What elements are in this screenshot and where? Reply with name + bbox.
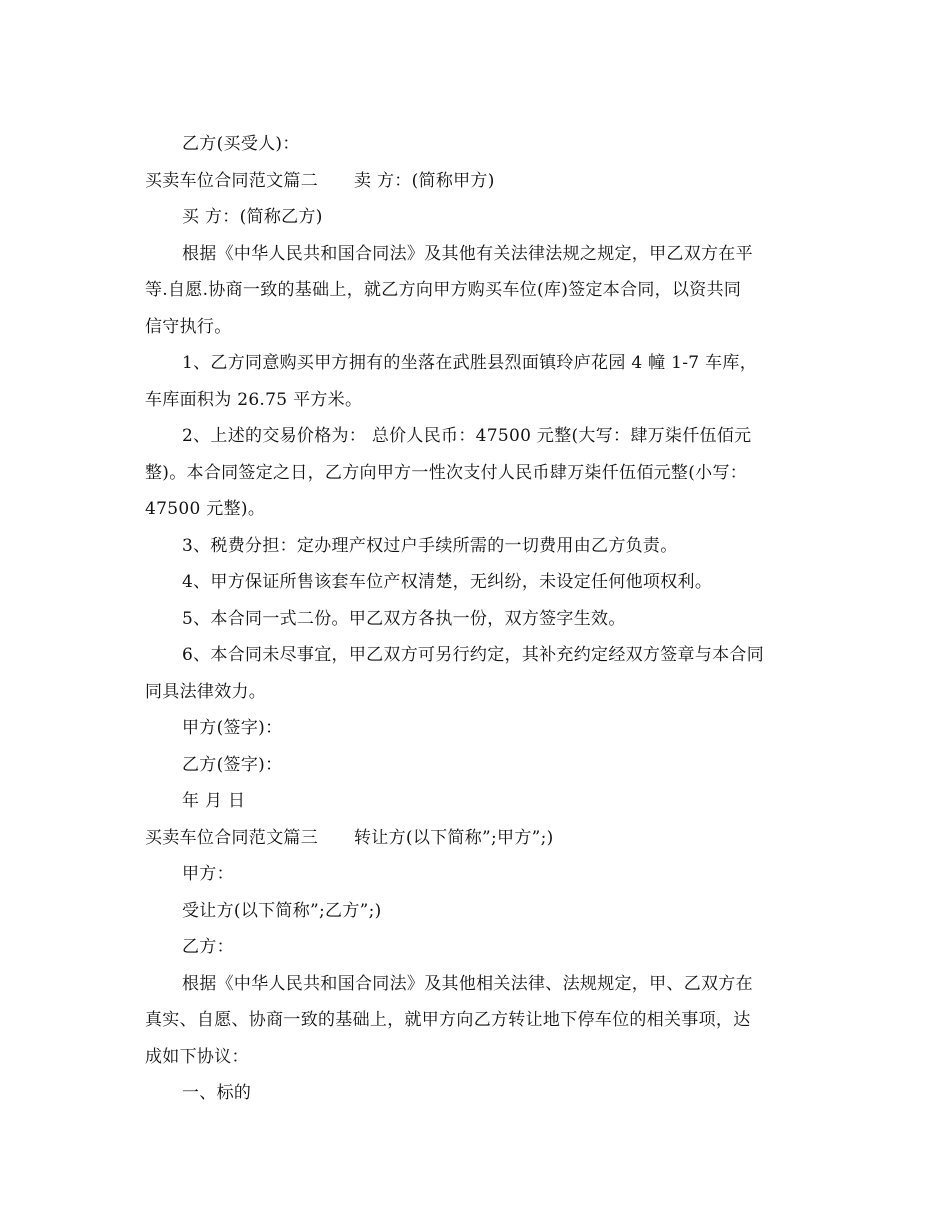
paragraph-line [145, 1002, 810, 1039]
paragraph-line [145, 856, 810, 893]
line-text: 3、税费分担：定办理产权过户手续所需的一切费用由乙方负责。 [182, 535, 678, 556]
line-text: 买 方：(简称乙方) [182, 207, 323, 227]
line-text: 甲方(签字)： [182, 718, 283, 738]
paragraph-line [145, 528, 810, 565]
line-text: 成如下协议： [145, 1046, 249, 1067]
line-text: 2、上述的交易价格为： 总价人民币：47500 元整(大写：肆万柒仟伍佰元 [182, 426, 752, 446]
paragraph-line [145, 747, 810, 784]
line-text-secondary: 转让方(以下简称”;甲方”;) [354, 827, 554, 848]
paragraph-line [145, 710, 810, 747]
paragraph-line [145, 345, 810, 382]
line-text: 根据《中华人民共和国合同法》及其他有关法律法规之规定，甲乙双方在平 [182, 243, 753, 264]
paragraph-line [145, 601, 810, 638]
line-text: 甲方： [182, 864, 234, 884]
paragraph-line [145, 491, 810, 528]
line-text: 乙方： [182, 937, 234, 957]
paragraph-line [145, 674, 810, 711]
paragraph-line [145, 236, 810, 273]
paragraph-line [145, 564, 810, 601]
paragraph-line [145, 637, 810, 674]
line-text: 年 月 日 [182, 791, 246, 811]
line-text: 买卖车位合同范文篇二 [145, 170, 318, 191]
line-text: 一、标的 [182, 1083, 252, 1103]
line-text-secondary: 卖 方：(简称甲方) [354, 170, 495, 191]
paragraph-line [145, 893, 810, 930]
line-text: 同具法律效力。 [145, 681, 267, 702]
paragraph-line [145, 382, 810, 419]
line-text: 47500 元整)。 [145, 499, 266, 519]
paragraph-line [145, 418, 810, 455]
line-text: 等.自愿.协商一致的基础上，就乙方向甲方购买车位(库)签定本合同，以资共同 [145, 280, 742, 300]
line-text: 买卖车位合同范文篇三 [145, 827, 318, 848]
line-text: 车库面积为 26.75 平方米。 [145, 389, 363, 410]
paragraph-line [145, 1039, 810, 1076]
line-text: 整)。本合同签定之日，乙方向甲方一性次支付人民币肆万柒仟伍佰元整(小写： [145, 462, 748, 483]
line-text: 乙方(签字)： [182, 754, 283, 775]
line-text: 乙方(买受人)： [182, 134, 300, 154]
line-text: 信守执行。 [145, 316, 232, 337]
paragraph-line [145, 455, 810, 492]
line-text: 5、本合同一式二份。甲乙双方各执一份，双方签字生效。 [182, 608, 626, 629]
paragraph-line [145, 820, 810, 857]
line-text: 1、乙方同意购买甲方拥有的坐落在武胜县烈面镇玲庐花园 4 幢 1-7 车库， [182, 353, 758, 373]
paragraph-line [145, 126, 810, 163]
paragraph-line [145, 272, 810, 309]
line-text: 受让方(以下简称”;乙方”;) [182, 900, 382, 921]
paragraph-line [145, 309, 810, 346]
paragraph-line [145, 199, 810, 236]
line-text: 6、本合同未尽事宜，甲乙双方可另行约定，其补充约定经双方签章与本合同 [182, 645, 765, 665]
line-text: 真实、自愿、协商一致的基础上，就甲方向乙方转让地下停车位的相关事项，达 [145, 1010, 751, 1030]
paragraph-line [145, 966, 810, 1003]
line-text: 根据《中华人民共和国合同法》及其他相关法律、法规规定，甲、乙双方在 [182, 973, 753, 994]
paragraph-line [145, 163, 810, 200]
paragraph-line [145, 1075, 810, 1112]
paragraph-line [145, 783, 810, 820]
line-text: 4、甲方保证所售该套车位产权清楚，无纠纷，未设定任何他项权利。 [182, 572, 713, 592]
paragraph-line [145, 929, 810, 966]
